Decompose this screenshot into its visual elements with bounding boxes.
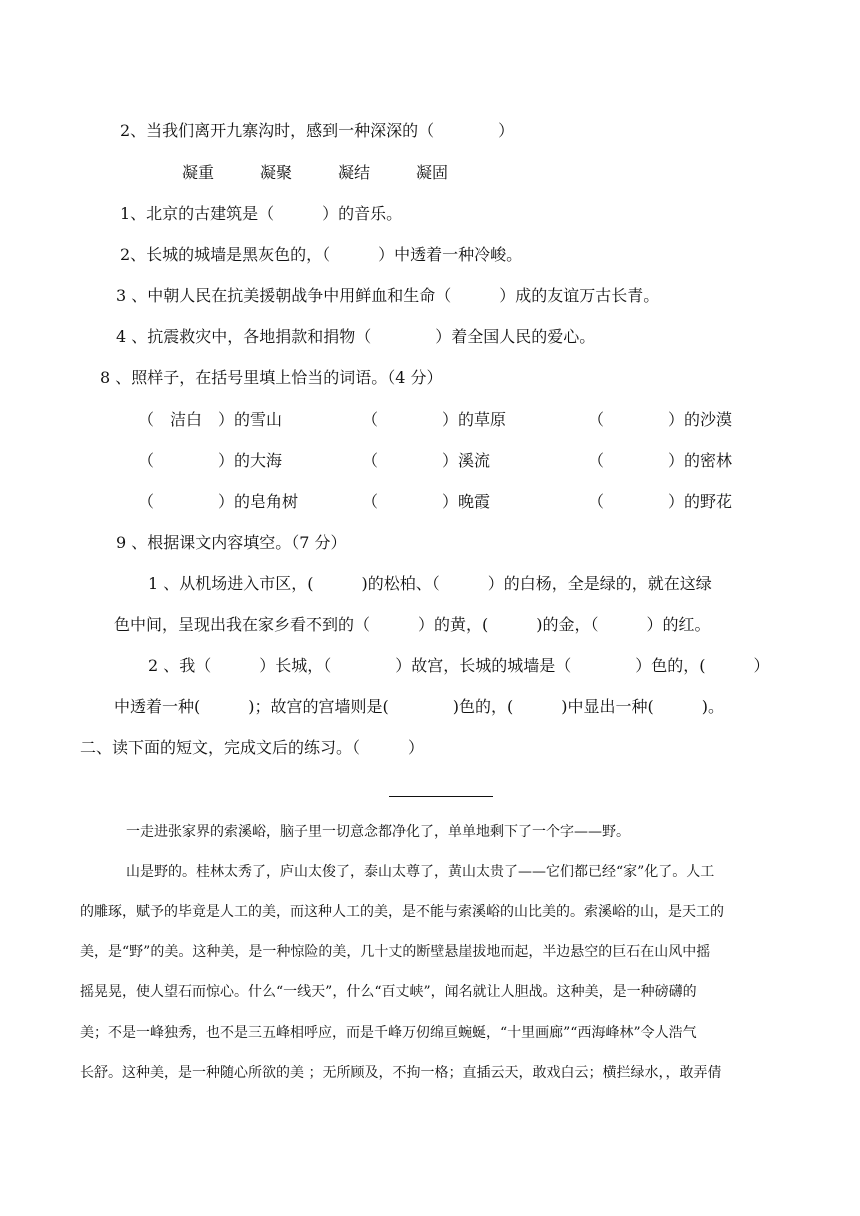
q8-cell: （ ）的草原 [362,410,507,429]
passage-line: 山是野的。桂林太秀了，庐山太俊了，泰山太尊了，黄山太贵了——它们都已经“家”化了。人工 [126,864,715,880]
q8-cell: （ ）的大海 [138,451,283,470]
q8-cell: （ ）的沙漠 [588,410,733,429]
fill-sentence: 2、长城的城墙是黑灰色的，（ ）中透着一种冷峻。 [120,245,523,264]
q9-line: 中透着一种( )；故宫的宫墙则是( )色的，( )中显出一种( )。 [114,697,724,716]
word-option: 凝结 [338,163,371,182]
fill-sentence: 3 、中朝人民在抗美援朝战争中用鲜血和生命（ ）成的友谊万古长青。 [116,286,660,305]
q8-cell: （ ）溪流 [362,451,491,470]
q8-cell: （ ）的密林 [588,451,733,470]
passage-line: 长舒。这种美，是一种随心所欲的美 ；无所顾及，不拘一格；直插云天，敢戏白云；横拦绿水，，敢弄倩 [80,1065,722,1081]
q8-cell: （ 洁白 ）的雪山 [138,410,283,429]
q9-line: 2 、我（ ）长城，（ ）故宫，长城的城墙是（ ）色的，( ） [148,656,770,675]
q8-cell: （ ）晚霞 [362,492,491,511]
q8-cell: （ ）的野花 [588,492,733,511]
passage-line: 的雕琢，赋予的毕竟是人工的美，而这种人工的美，是不能与索溪峪的山比美的。索溪峪的山，是天工的 [80,904,724,920]
q9-title: 9 、根据课文内容填空。（7 分） [116,533,347,552]
q2-prompt: 2、当我们离开九寨沟时，感到一种深深的（ ） [120,121,515,140]
word-option: 凝聚 [260,163,293,182]
passage-line: 摇晃晃，使人望石而惊心。什么“一线天”，什么“百丈峡”，闻名就让人胆战。这种美，是一种磅礴的 [80,984,697,1000]
q9-line: 1 、从机场进入市区，( )的松柏、（ ）的白杨，全是绿的，就在这绿 [148,574,712,593]
q9-line: 色中间，呈现出我在家乡看不到的（ ）的黄，( )的金，（ ）的红。 [114,615,711,634]
fill-sentence: 1、北京的古建筑是（ ）的音乐。 [120,204,403,223]
passage-title-blank [389,796,493,797]
word-option: 凝重 [182,163,215,182]
passage-line: 一走进张家界的索溪峪，脑子里一切意念都净化了，单单地剩下了一个字——野。 [126,824,630,840]
q8-cell: （ ）的皂角树 [138,492,299,511]
word-option: 凝固 [416,163,449,182]
passage-line: 美；不是一峰独秀，也不是三五峰相呼应，而是千峰万仞绵亘蜿蜒，“十里画廊”“西海峰林”令人浩气 [80,1025,697,1041]
section2-title: 二、读下面的短文，完成文后的练习。（ ） [80,738,425,757]
passage-line: 美，是“野”的美。这种美，是一种惊险的美，几十丈的断壁悬崖拔地而起，半边悬空的巨石在山风中摇 [80,944,711,960]
fill-sentence: 4 、抗震救灾中，各地捐款和捐物（ ）着全国人民的爱心。 [116,327,596,346]
q8-title: 8 、照样子，在括号里填上恰当的词语。（4 分） [100,368,443,387]
